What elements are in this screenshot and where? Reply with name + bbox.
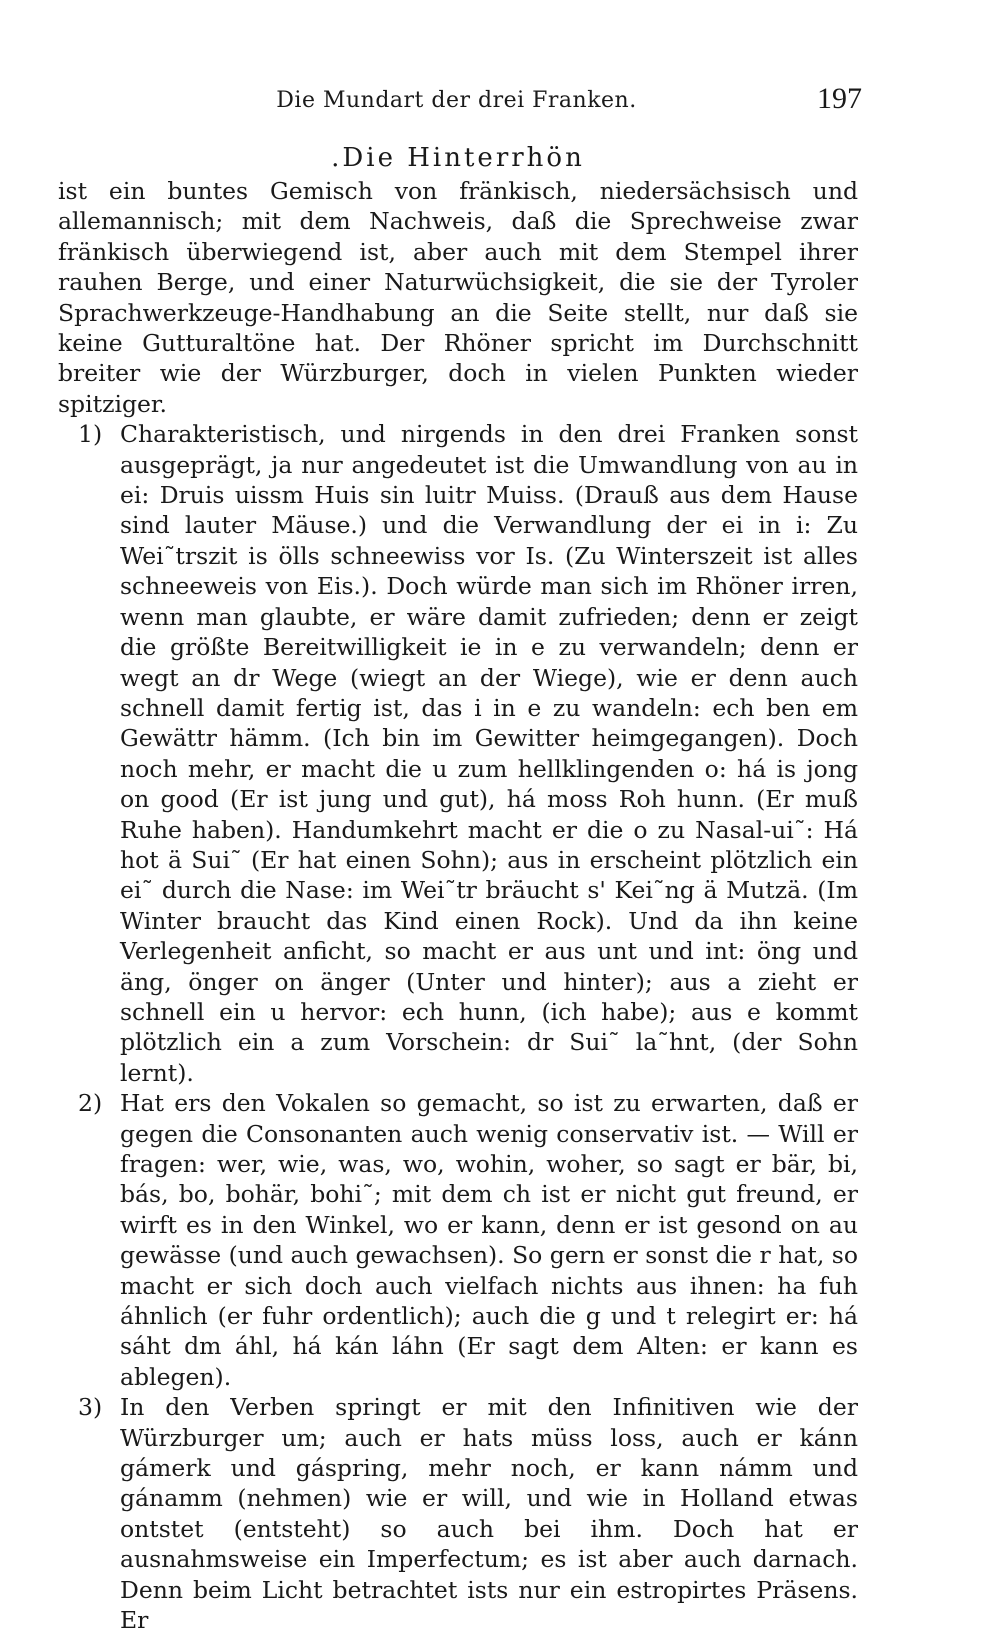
intro-paragraph: ist ein buntes Gemisch von fränkisch, niedersächsisch und allemannisch; mit dem Nachweis, daß die Sprechweise zwar fränkisch überwiegend ist, aber auch mit dem Stempel ihrer rauhen Berge, und einer Naturwüchsigkeit, die sie der Tyroler Sprachwerkzeuge-Handhabung an die Seite stellt, nur daß sie keine Gutturaltöne hat. Der Rhöner spricht im Durchschnitt breiter wie der Würzburger, doch in vielen Punkten wieder spitziger. bbox=[58, 177, 858, 418]
item-text: Charakteristisch, und nirgends in den drei Franken sonst ausgeprägt, ja nur angedeutet ist die Umwandlung von au in ei: Druis uissm Huis sin luitr Muiss. (Drauß aus dem Hause sind lauter Mäuse.) und die Verwandlung der ei in i: Zu Wei˜trszit is ölls schneewiss vor Is. (Zu Winterszeit ist alles schneeweis von Eis.). Doch würde man sich im Rhöner irren, wenn man glaubte, er wäre damit zufrieden; denn er zeigt die größte Bereitwilligkeit ie in e zu verwandeln; denn er wegt an dr Wege (wiegt an der Wiege), wie er denn auch schnell damit fertig ist, das i in e zu wandeln: ech ben em Gewättr hämm. (Ich bin im Gewitter heimgegangen). Doch noch mehr, er macht die u zum hellklingenden o: há is jong on good (Er ist jung und gut), há moss Roh hunn. (Er muß Ruhe haben). Handumkehrt macht er die o zu Nasal-ui˜: Há hot ä Sui˜ (Er hat einen Sohn); aus in erscheint plötzlich ein ei˜ durch die Nase: im Wei˜tr bräucht s' Kei˜ng ä Mutzä. (Im Winter braucht das Kind einen Rock). Und da ihn keine Verlegenheit anficht, so macht er aus unt und int: öng und äng, önger on änger (Unter und hinter); aus a zieht er schnell ein u hervor: ech hunn, (ich habe); aus e kommt plötzlich ein a zum Vorschein: dr Sui˜ la˜hnt, (der Sohn lernt). bbox=[120, 420, 858, 1087]
list-item bbox=[58, 1392, 858, 1635]
item-number: 3) bbox=[78, 1393, 103, 1422]
item-text: In den Verben springt er mit den Infinitiven wie der Würzburger um; auch er hats müss loss, auch er kánn gámerk und gáspring, mehr noch, er kann námm und gánamm (nehmen) wie er will, und wie in Holland etwas ontstet (entsteht) so auch bei ihm. Doch hat er ausnahmsweise ein Imperfectum; es ist aber auch darnach. Denn beim Licht betrachtet ists nur ein estropirtes Präsens. Er bbox=[120, 1393, 858, 1635]
body-text bbox=[58, 140, 858, 1636]
page-number: 197 bbox=[817, 82, 862, 115]
list-item bbox=[58, 419, 858, 1088]
section-title: .Die Hinterrhön bbox=[331, 143, 585, 173]
list-item bbox=[58, 1088, 858, 1392]
item-number: 1) bbox=[78, 420, 103, 449]
running-title: Die Mundart der drei Franken. bbox=[276, 88, 637, 113]
item-text: Hat ers den Vokalen so gemacht, so ist zu erwarten, daß er gegen die Consonanten auch wenig conservativ ist. — Will er fragen: wer, wie, was, wo, wohin, woher, so sagt er bär, bi, bás, bo, bohär, bohi˜; mit dem ch ist er nicht gut freund, er wirft es in den Winkel, wo er kann, denn er ist gesond on au gewässe (und auch gewachsen). So gern er sonst die r hat, so macht er sich doch auch vielfach nichts aus ihnen: ha fuh áhnlich (er fuhr ordentlich); auch die g und t relegirt er: há sáht dm áhl, há kán láhn (Er sagt dem Alten: er kann es ablegen). bbox=[120, 1089, 858, 1391]
item-number: 2) bbox=[78, 1089, 103, 1118]
